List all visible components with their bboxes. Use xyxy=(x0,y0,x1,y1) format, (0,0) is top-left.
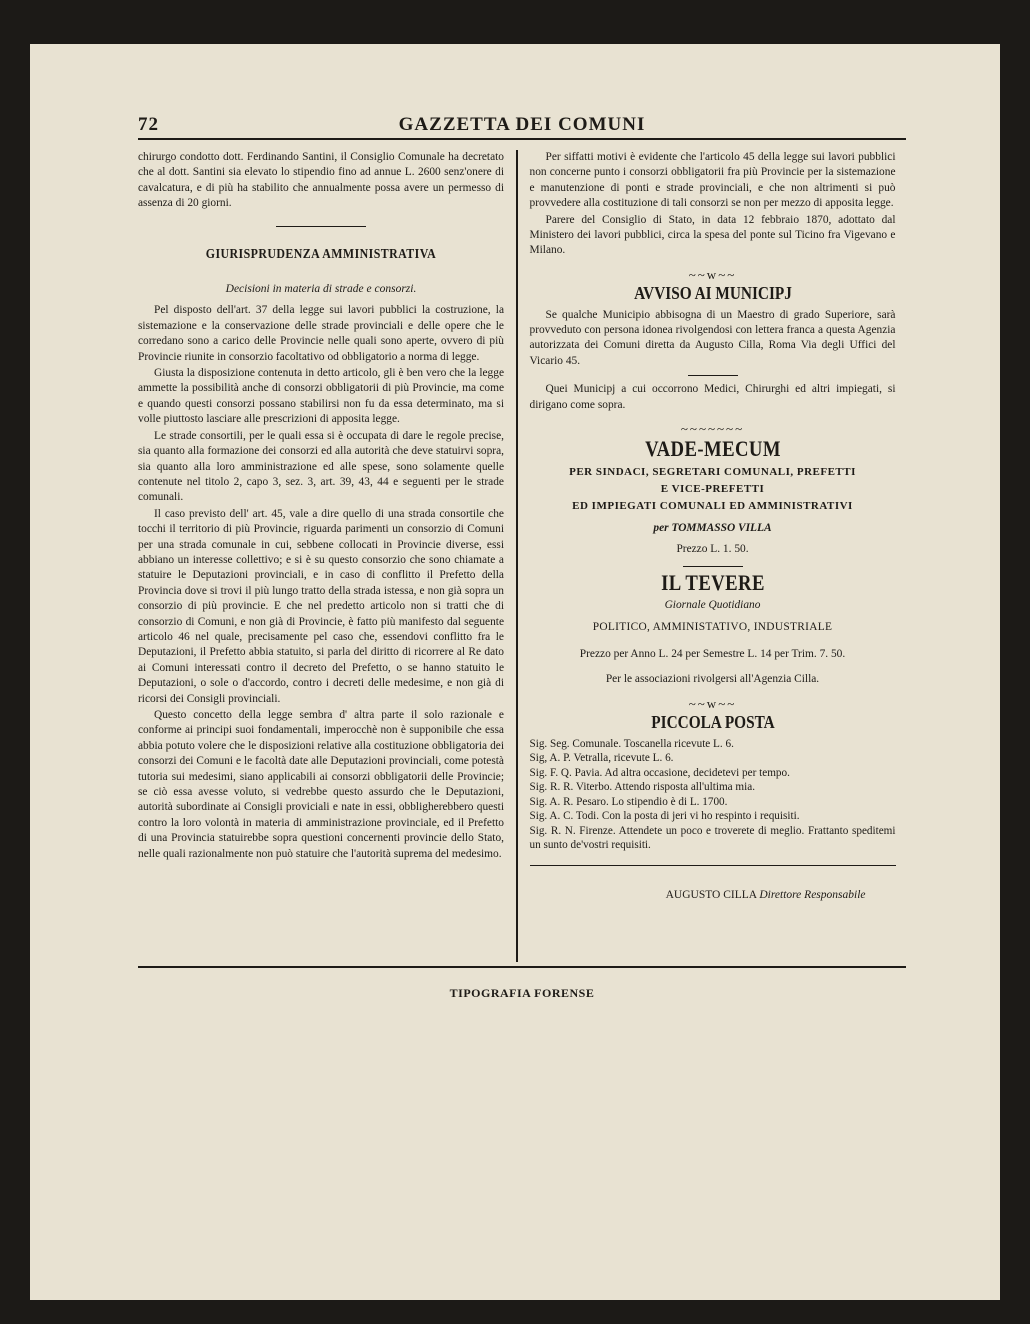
column-divider xyxy=(516,150,518,962)
vade-mecum-title: VADE-MECUM xyxy=(644,435,781,461)
right-intro-2: Parere del Consiglio di Stato, in data 12 febbraio 1870, adottato dal Ministero dei lavori pubblici, circa la spesa del ponte sul Ticino fra Vigevano e Milano. xyxy=(529,213,896,257)
columns xyxy=(138,150,906,962)
tevere-title: IL TEVERE xyxy=(660,569,765,595)
vade-price: Prezzo L. 1. 50. xyxy=(676,543,749,556)
paragraph: Pel disposto dell'art. 37 della legge sui lavori pubblici la costruzione, la sistemazione e la conservazione delle strade provinciali e delle opere che le corredano sono a carico delle Provincie nelle quali sono aperte, ovvero di più Provincie riunite in consorzio facoltativo od obbligatorio a norma di legge. xyxy=(138,304,504,363)
tevere-line: POLITICO, AMMINISTATIVO, INDUSTRIALE xyxy=(592,620,833,633)
section-title: GIURISPRUDENZA AMMINISTRATIVA xyxy=(205,246,437,262)
section-subtitle: Decisioni in materia di strade e consorzi. xyxy=(225,283,417,296)
right-intro: Per siffatti motivi è evidente che l'articolo 45 della legge sui lavori pubblici non concerne punto i consorzi obbligatorii fra più Provincie per la sistemazione e manutenzione di ponti e strade provinciali, e che non altrimenti si può provvedere alla costituzione di tali consorzi se non per mezzo di apposita legge. xyxy=(529,151,896,210)
right-column xyxy=(530,150,896,962)
list-item: Sig. A. R. Pesaro. Lo stipendio è di L. 1700. xyxy=(529,795,728,808)
ornament: ~~w~~ xyxy=(688,266,737,282)
page-title: GAZZETTA DEI COMUNI xyxy=(398,114,646,135)
list-item: Sig. Seg. Comunale. Toscanella ricevute L. 6. xyxy=(529,737,734,750)
vade-author: per TOMMASSO VILLA xyxy=(653,521,772,534)
tevere-subtitle: Giornale Quotidiano xyxy=(664,599,761,612)
list-item: Sig. R. N. Firenze. Attendete un poco e troverete di meglio. Frattanto speditemi un sunto de'vostri requisiti. xyxy=(529,824,896,852)
paragraph: Giusta la disposizione contenuta in detto articolo, gli è ben vero che la legge ammette la possibilità anche di consorzi obbligatorii di più Provincie, ma come e quando questi consorzi possano stabilirsi non fu da essa determinato, ma si volle piuttosto lasciare alle prescrizioni di apposita legge. xyxy=(138,367,504,426)
newspaper-page xyxy=(30,44,1000,1300)
footer-rule xyxy=(138,966,906,968)
rule xyxy=(688,375,738,376)
left-column xyxy=(138,150,504,962)
vade-line: ED IMPIEGATI COMUNALI ED AMMINISTRATIVI xyxy=(572,499,853,512)
list-item: Sig. R. R. Viterbo. Attendo risposta all'ultima mia. xyxy=(529,781,755,794)
signature xyxy=(530,888,896,903)
posta-title: PICCOLA POSTA xyxy=(650,712,775,733)
page-number: 72 xyxy=(138,114,159,135)
avviso-text: Se qualche Municipio abbisogna di un Maestro di grado Superiore, sarà provveduto con persona idonea rivolgendosi con lettera franca a questa Agenzia autorizzata dei Comuni diretta da Augusto Cilla, Roma Via degli Uffici del Vicario 45. xyxy=(529,308,896,367)
list-item: Sig. F. Q. Pavia. Ad altra occasione, decidetevi per tempo. xyxy=(529,766,790,779)
rule xyxy=(530,865,896,866)
signature-role: Direttore Responsabile xyxy=(759,888,866,901)
paragraph: Il caso previsto dell' art. 45, vale a dire quello di una strada consortile che tocchi il territorio di più Provincie, riguarda parimenti un consorzio di Comuni per una strada comunale in cui, sebbene collocati in Provincie diverse, essi abbiano un interesse collettivo; e si è su questo consorzio che sono chiamate a statuire le Deputazioni provinciali, e in caso di conflitto il Prefetto della Provincia dove si trovi il più lungo tratto della strada istessa, e non già sopra un consorzio di più provincie. E che nel predetto articolo non si tratti che di consorzio di Comuni, e non già di Provincie, è fatto più manifesto dal seguente articolo 46 nel quale, precisamente pel caso che, essendovi conflitto fra le Deputazioni, il Prefetto abbia statuito, si parla del diritto di ricorrere al Re dato ai Comuni interessati contro il decreto del Prefetto, o se hanno statuito le Deputazioni, o sole o d'accordo, contro i decreti delle medesime, e non già di ricorsi dei Consigli provinciali. xyxy=(138,507,504,705)
paragraph: Questo concetto della legge sembra d' altra parte il solo razionale e conforme ai principi suoi fondamentali, imperocchè non è supponibile che essa abbia potuto volere che le disposizioni relative alla costituzione obbligatoria dei consorzi dei Comuni e le facoltà date alle Deputazioni provinciali, come potestà tutoria sui medesimi, siano applicabili ai consorzi obbligatorii delle Provincie; se ciò essa avesse voluto, si vedrebbe questo assurdo che le Deputazioni, autorità subordinate ai Consigli proviciali e nate in essi, obbligherebbero questi contro la loro volontà in materia di amministrazione provinciale, ed il Prefetto di una Provincia statuirebbe sopra questioni concernenti provincie dello Stato, nelle quali razionalmente non può statuire che l'autorità suprema del medesimo. xyxy=(138,709,504,860)
paragraph: Le strade consortili, per le quali essa si è occupata di dare le regole precise, sia quanto alla formazione dei consorzi ed alla autorità che deve statuirvi sopra, sia quanto alla loro amministrazione ed alle spese, sono solamente quelle contenute nel titolo 2, capo 3, sez. 3, art. 39, 43, 44 e seguenti per le strade comunali. xyxy=(138,429,504,504)
list-item: Sig. A. C. Todi. Con la posta di jeri vi ho respinto i requisiti. xyxy=(529,810,800,823)
list-item: Sig, A. P. Vetralla, ricevute L. 6. xyxy=(529,752,674,765)
avviso-title: AVVISO AI MUNICIPJ xyxy=(633,283,792,304)
rule xyxy=(683,566,743,567)
vade-line: E VICE-PREFETTI xyxy=(660,482,765,495)
signature-name: AUGUSTO CILLA xyxy=(665,888,757,901)
ornament: ~~w~~ xyxy=(688,695,737,711)
ornament: ~~~~~~~ xyxy=(680,421,745,437)
posta-list xyxy=(530,737,896,853)
page-header xyxy=(138,114,906,140)
vade-line: PER SINDACI, SEGRETARI COMUNALI, PREFETTI xyxy=(569,465,856,478)
tevere-assoc: Per le associazioni rivolgersi all'Agenzia Cilla. xyxy=(605,673,820,686)
left-intro: chirurgo condotto dott. Ferdinando Santini, il Consiglio Comunale ha decretato che al dott. Santini sia elevato lo stipendio fino ad annue L. 2600 senz'onere di cavalcatura, e di più ha stabilito che annualmente possa avere un permesso di assenza di 20 giorni. xyxy=(138,151,504,210)
avviso-text-2: Quei Municipj a cui occorrono Medici, Chirurghi ed altri impiegati, si dirigano come sopra. xyxy=(529,383,896,411)
tevere-price: Prezzo per Anno L. 24 per Semestre L. 14 per Trim. 7. 50. xyxy=(579,647,846,660)
printer-footer: TIPOGRAFIA FORENSE xyxy=(449,986,595,1000)
rule xyxy=(276,226,366,227)
